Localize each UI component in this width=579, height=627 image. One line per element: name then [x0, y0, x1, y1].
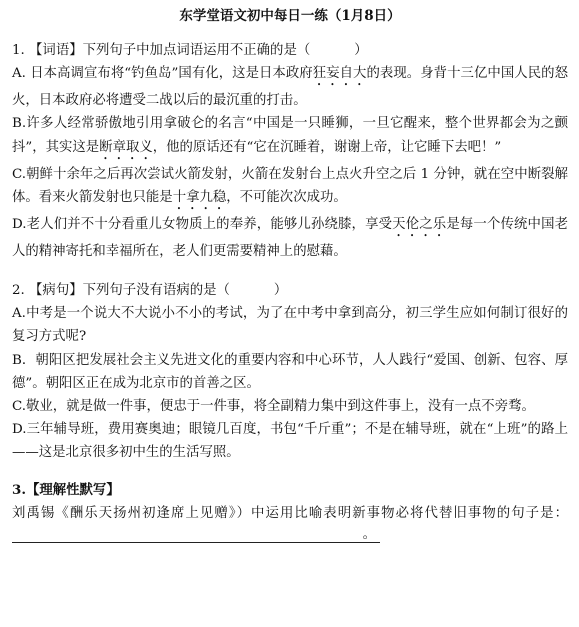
question-3-text: 刘禹锡《酬乐天扬州初逢席上见赠》）中运用比喻表明新事物必将代替旧事物的句子是： [12, 505, 568, 521]
question-2-heading [12, 279, 568, 302]
question-1-option-d [12, 213, 568, 263]
option-c-text-post: ，不可能次次成功。 [226, 189, 347, 205]
option-b-text-pre: B.许多人经常骄傲地引用拿破仑的名言“中国是一只睡狮，一旦它醒来，整个世界都会为之颤抖”，其实这是 [12, 116, 568, 155]
option-b-text-post: ，他的原话还有“它在沉睡着，谢谢上帝，让它睡下去吧！” [152, 139, 502, 155]
answer-blank-period: 。 [362, 526, 376, 542]
option-a-text-post: 的表现。身背十三亿中国人民的怒火，日本政府必将遭受二战以后的最沉重的打击。 [12, 66, 569, 109]
question-2-heading-end: ） [273, 283, 288, 299]
question-3-body [12, 502, 568, 548]
question-3 [12, 479, 568, 549]
question-1 [12, 39, 568, 263]
option-a-dotted-word: 狂妄自大 [312, 66, 367, 82]
question-1-heading [12, 39, 568, 62]
question-1-option-a [12, 62, 568, 112]
question-2-option-a: A.中考是一个说大不大说小不小的考试，为了在中考中拿到高分，初三学生应如何制订很好的复习方式呢? [12, 306, 568, 345]
option-a-text-pre: A. 日本高调宣布将“钓鱼岛”国有化，这是日本政府 [12, 66, 313, 82]
question-1-option-b [12, 112, 568, 162]
answer-blank[interactable] [12, 528, 380, 543]
option-c-text-pre: C.朝鲜十余年之后再次尝试火箭发射，火箭在发射台上点火升空之后 1 分钟，就在空中断裂解体。看来火箭发射也只能是 [12, 166, 568, 205]
question-3-heading: 3.【理解性默写】 [12, 481, 120, 498]
option-d-text-post: 是每一个传统中国老人的精神寄托和幸福所在，老人们更需要精神上的慰藉。 [12, 216, 569, 259]
question-2-heading-text: 2. 【病句】下列句子没有语病的是（ [12, 283, 230, 299]
document-page [12, 0, 568, 548]
question-1-option-c [12, 163, 568, 213]
page-title: 东学堂语文初中每日一练（1月8日） [179, 8, 401, 24]
option-b-dotted-word: 断章取义 [99, 139, 153, 155]
question-2-option-b: B．朝阳区把发展社会主义先进文化的重要内容和中心环节，人人践行“爱国、创新、包容、厚德”。朝阳区正在成为北京市的首善之区。 [12, 352, 568, 391]
question-2-option-d: D.三年辅导班，费用赛奥迪；眼镜几百度，书包“千斤重”；不是在辅导班，就在“上班”的路上——这是北京很多初中生的生活写照。 [12, 422, 568, 461]
question-2 [12, 279, 568, 465]
option-c-dotted-word: 十拿九稳 [172, 189, 227, 205]
question-1-heading-text: 1. 【词语】下列句子中加点词语运用不正确的是（ [12, 43, 311, 58]
option-d-text-pre: D.老人们并不十分看重儿女物质上的奉养，能够儿孙绕膝，享受 [12, 216, 393, 232]
question-2-option-c: C.敬业，就是做一件事，便忠于一件事，将全副精力集中到这件事上，没有一点不旁骛。 [12, 399, 535, 415]
option-d-dotted-word: 天伦之乐 [392, 216, 447, 232]
question-1-heading-end: ） [354, 43, 368, 58]
